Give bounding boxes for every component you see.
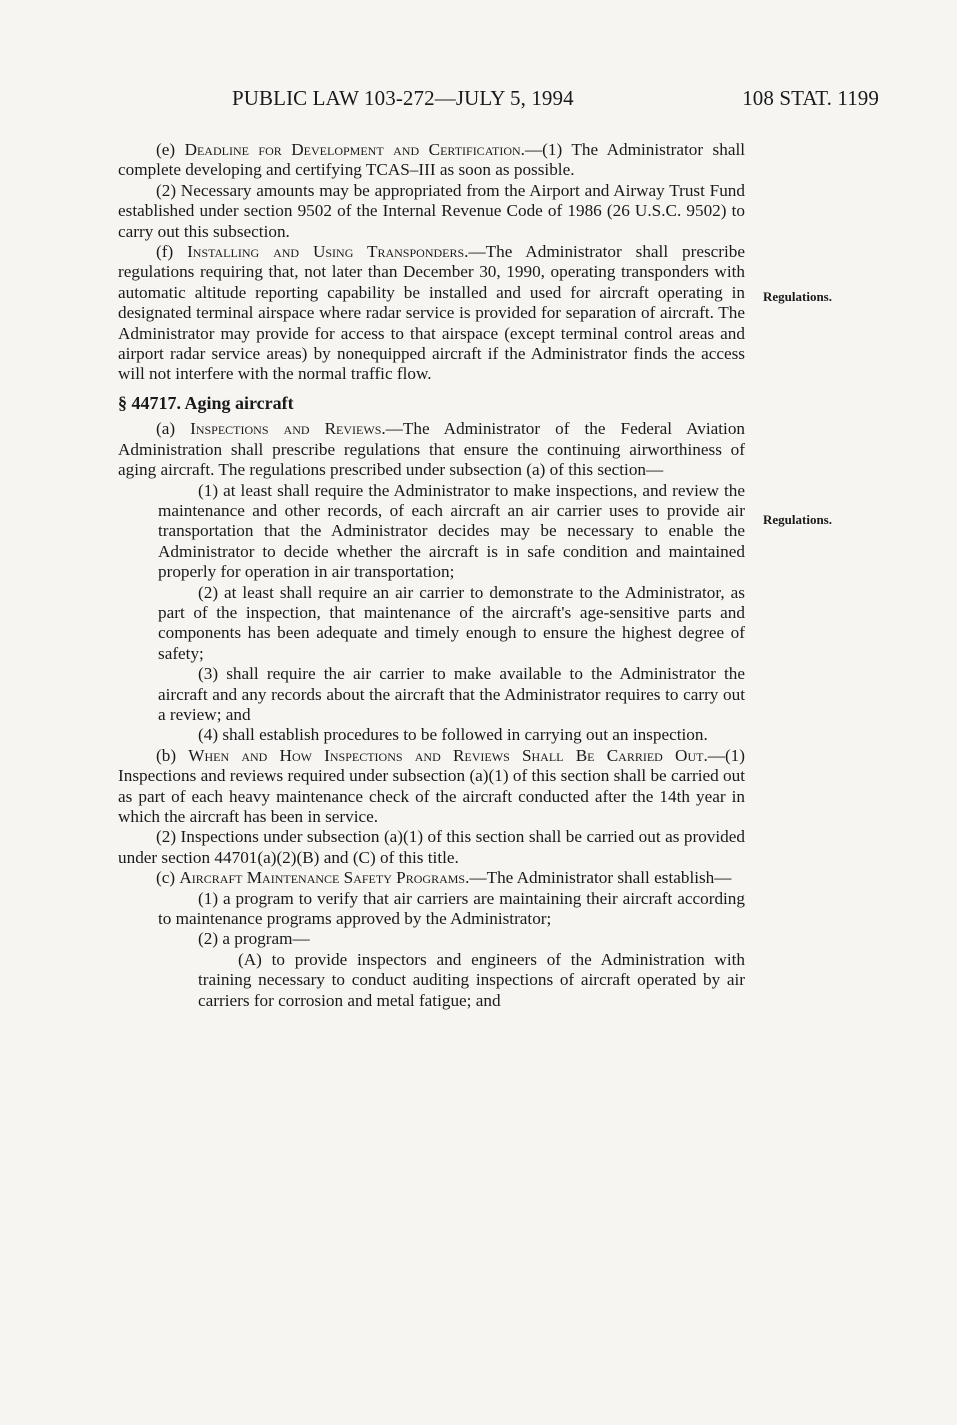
body-text [118,140,745,1011]
paragraph-c: (c) Aircraft Maintenance Safety Programs.—The Administrator shall establish— [156,868,732,888]
paragraph-a4: (4) shall establish procedures to be followed in carrying out an inspection. [198,725,708,745]
paragraph-a2: (2) at least shall require an air carrier to demonstrate to the Administrator, as part of the inspection, that maintenance of the aircraft's age-sensitive parts and components has been adequate and timely enough to ensure the highest degree of safety; [158,582,745,663]
paragraph-c2a: (A) to provide inspectors and engineers of the Administration with training necessary to conduct auditing inspections of aircraft operated by air carriers for corrosion and metal fatigue; and [198,949,745,1010]
subsection-heading: Installing and Using Transponders. [187,242,469,262]
subsection-heading: Aircraft Maintenance Safety Programs. [179,868,470,888]
statute-page-number: 108 STAT. 1199 [742,86,879,110]
public-law-citation: PUBLIC LAW 103-272—JULY 5, 1994 [232,86,574,110]
paragraph-a3: (3) shall require the air carrier to make available to the Administrator the aircraft and any records about the aircraft that the Administrator requires to carry out a review; and [158,664,745,724]
paragraph-b2: (2) Inspections under subsection (a)(1) of this section shall be carried out as provided under section 44701(a)(2)(B) and (C) of this title. [118,827,745,867]
paragraph-a1: (1) at least shall require the Administrator to make inspections, and review the maintenance and other records, of each aircraft an air carrier uses to provide air transportation that the Administrator decides may be necessary to enable the Administrator to decide whether the aircraft is in safe condition and maintained properly for operation in air transportation; [158,480,745,582]
subsection-heading: Deadline for Development and Certification. [184,140,525,159]
subsection-heading: Inspections and Reviews. [190,419,386,439]
margin-note-regulations: Regulations. [763,289,832,304]
paragraph-c2: (2) a program— [198,929,310,949]
margin-note-regulations: Regulations. [763,512,832,527]
paragraph-c1: (1) a program to verify that air carriers are maintaining their aircraft according to maintenance programs approved by the Administrator; [158,888,745,929]
paragraph-f: (f) Installing and Using Transponders.—The Administrator shall prescribe regulations requiring that, not later than December 30, 1990, operating transponders with automatic altitude reporting capability be installed and used for aircraft operating in designated terminal airspace where radar service is provided for separation of aircraft. The Administrator may provide for access to that airspace (except terminal control areas and airport radar service areas) by nonequipped aircraft if the Administrator finds the access will not interfere with the normal traffic flow. [118,242,745,384]
paragraph-e2: (2) Necessary amounts may be appropriated from the Airport and Airway Trust Fund established under section 9502 of the Internal Revenue Code of 1986 (26 U.S.C. 9502) to carry out this subsection. [118,180,745,241]
paragraph-b1: (b) When and How Inspections and Reviews Shall Be Carried Out.—(1) Inspections and reviews required under subsection (a)(1) of this section shall be carried out as part of each heavy maintenance check of the aircraft conducted after the 14th year in which the aircraft has been in service. [118,745,745,826]
paragraph-e1: (e) Deadline for Development and Certification.—(1) The Administrator shall complete developing and certifying TCAS–III as soon as possible. [118,140,745,180]
paragraph-a: (a) Inspections and Reviews.—The Administrator of the Federal Aviation Administration shall prescribe regulations that ensure the continuing airworthiness of aging aircraft. The regulations prescribed under subsection (a) of this section— [118,419,745,480]
subsection-heading: When and How Inspections and Reviews Shall Be Carried Out. [188,745,708,765]
section-title: § 44717. Aging aircraft [118,392,294,413]
